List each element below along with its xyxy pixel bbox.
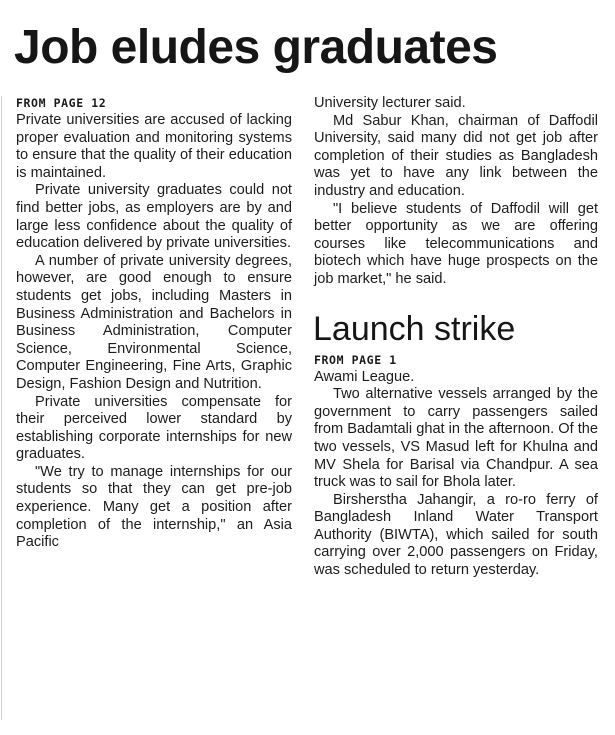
body-paragraph: Birsherstha Jahangir, a ro-ro ferry of Bangladesh Inland Water Transport Authority (BIWTA), which sailed for south carrying over 2,000 passengers on Friday, was scheduled to return yesterday. <box>314 491 598 579</box>
left-column <box>16 95 292 552</box>
headline: Job eludes graduates <box>14 21 498 74</box>
right-column <box>314 95 598 580</box>
second-story-headline: Launch strike <box>313 309 516 348</box>
body-paragraph: Private university graduates could not find better jobs, as employers are by and large less confidence about the quality of education delivered by private universities. <box>16 182 292 252</box>
body-paragraph: A number of private university degrees, however, are good enough to ensure students get jobs, including Masters in Business Administration and Bachelors in Business Administration, Computer Science, Environmental Science, Computer Engineering, Fine Arts, Graphic Design, Fashion Design and Nutrition. <box>16 252 292 392</box>
body-paragraph: Md Sabur Khan, chairman of Daffodil University, said many did not get job after completion of their studies as Bangladesh was yet to have any link between the industry and education. <box>314 112 598 199</box>
continued-text: Awami League. <box>314 368 415 385</box>
body-paragraph: Two alternative vessels arranged by the government to carry passengers sailed from Badamtali ghat in the afternoon. Of the two vessels, VS Masud left for Khulna and MV Shela for Barisal via Chandpur. A sea truck was to sail for Bhola later. <box>314 386 598 491</box>
body-paragraph: "I believe students of Daffodil will get better opportunity as we are offering courses like telecommunications and biotech which have huge prospects on the job market," he said. <box>314 200 598 287</box>
body-paragraph: Private universities compensate for their perceived lower standard by establishing corporate internships for new graduates. <box>16 393 292 463</box>
column-rule <box>1 96 2 720</box>
second-story-kicker: FROM PAGE 1 <box>314 352 397 367</box>
body-paragraph: "We try to manage internships for our students so that they can get pre-job experience. Many get a position after completion of the internship," an Asia Pacific <box>16 463 292 551</box>
continuation-kicker: FROM PAGE 12 <box>16 96 107 110</box>
body-paragraph: Private universities are accused of lacking proper evaluation and monitoring systems to ensure that the quality of their education is maintained. <box>16 112 292 181</box>
continued-text: University lecturer said. <box>314 95 466 111</box>
